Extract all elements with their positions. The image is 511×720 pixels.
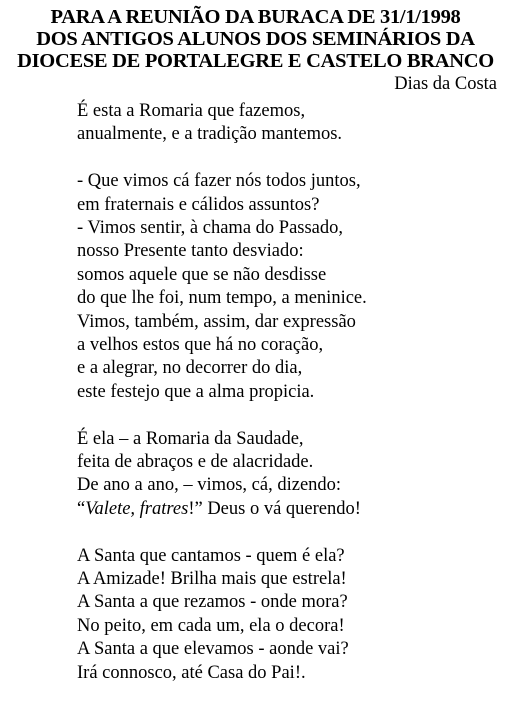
verse-line-quote: [77, 498, 507, 521]
verse-line: A Amizade! Brilha mais que estrela!: [77, 569, 347, 590]
verse-line: somos aquele que se não desdisse: [77, 264, 327, 285]
verse-line: No peito, em cada um, ela o decora!: [77, 615, 345, 636]
latin-quote: Valete, fratres: [85, 498, 189, 519]
author-name: Dias da Costa: [394, 74, 497, 94]
stanza: [77, 545, 507, 685]
verse-line: anualmente, e a tradição mantemos.: [77, 124, 343, 145]
title-line: DOS ANTIGOS ALUNOS DOS SEMINÁRIOS DA: [36, 28, 475, 50]
verse-line: a velhos estos que há no coração,: [77, 335, 324, 356]
verse-line: A Santa a que rezamos - onde mora?: [77, 592, 348, 613]
verse-line: este festejo que a alma propicia.: [77, 381, 315, 402]
verse-line: É ela – a Romaria da Saudade,: [77, 428, 304, 449]
verse-line: - Vimos sentir, à chama do Passado,: [77, 218, 344, 239]
verse-line: A Santa a que elevamos - aonde vai?: [77, 639, 349, 660]
title-line: DIOCESE DE PORTALEGRE E CASTELO BRANCO: [17, 50, 494, 72]
verse-line: em fraternais e cálidos assuntos?: [77, 194, 320, 215]
poem-body: [77, 100, 507, 685]
verse-line: É esta a Romaria que fazemos,: [77, 101, 306, 121]
verse-line: do que lhe foi, num tempo, a meninice.: [77, 288, 367, 309]
title-line: PARA A REUNIÃO DA BURACA DE 31/1/1998: [50, 6, 461, 28]
quote-open: “: [77, 498, 86, 519]
verse-line: nosso Presente tanto desviado:: [77, 241, 304, 262]
verse-line: Vimos, também, assim, dar expressão: [77, 311, 356, 332]
stanza: [77, 100, 507, 147]
verse-line: - Que vimos cá fazer nós todos juntos,: [77, 171, 361, 192]
document-title: [0, 6, 511, 72]
stanza: [77, 428, 507, 522]
verse-line: feita de abraços e de alacridade.: [77, 452, 314, 473]
verse-line: Irá connosco, até Casa do Pai!.: [77, 662, 306, 683]
verse-line: De ano a ano, – vimos, cá, dizendo:: [77, 475, 342, 496]
quote-close: !” Deus o vá querendo!: [188, 498, 361, 519]
verse-line: A Santa que cantamos - quem é ela?: [77, 545, 345, 566]
stanza: [77, 170, 507, 404]
verse-line: e a alegrar, no decorrer do dia,: [77, 358, 303, 379]
